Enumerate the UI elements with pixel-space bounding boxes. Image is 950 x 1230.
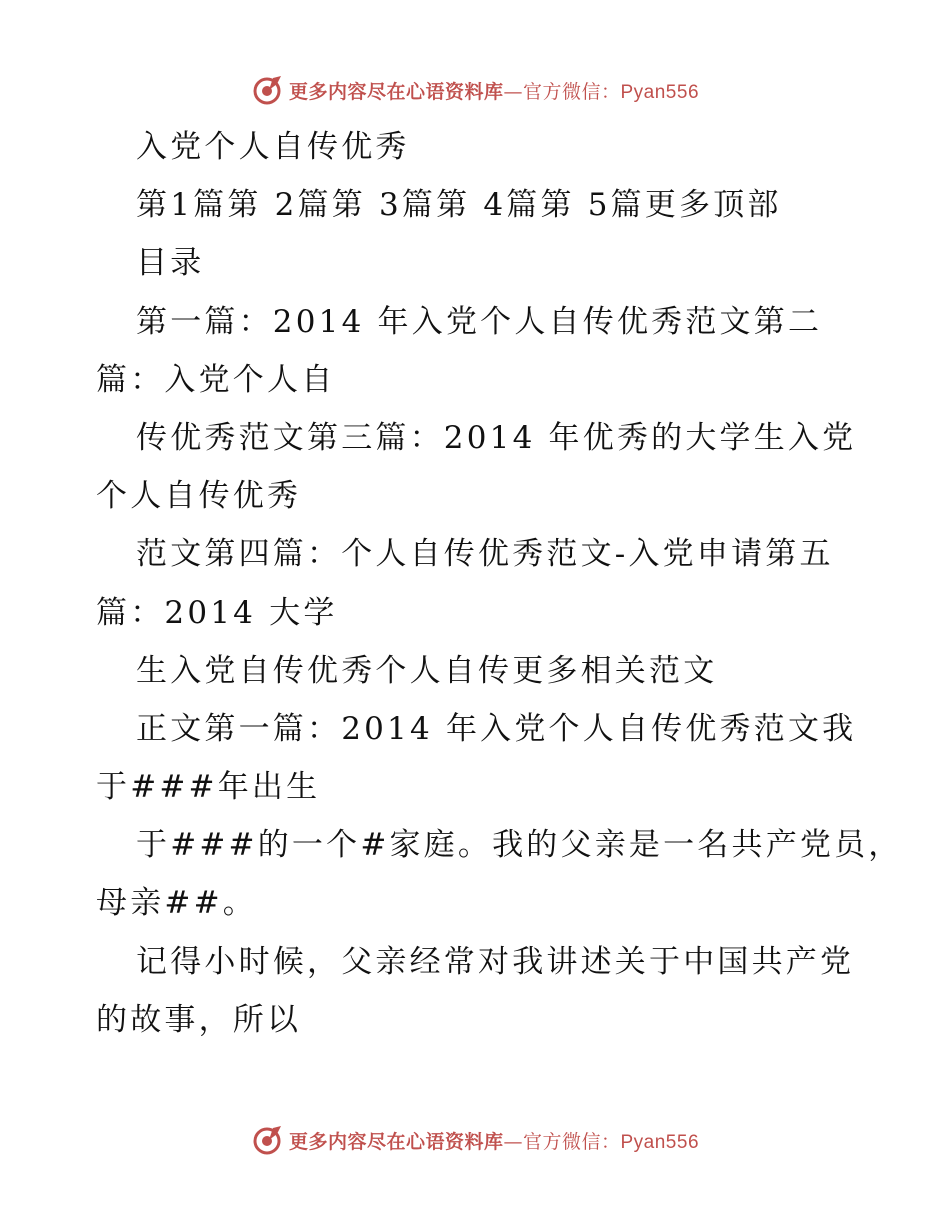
- footer-dash: —: [503, 1130, 523, 1153]
- quill-circle-logo-icon: [251, 1124, 283, 1156]
- doc-title: 入党个人自传优秀: [136, 129, 410, 165]
- toc-line: 第一篇：2014 年入党个人自传优秀范文第二: [136, 303, 823, 340]
- footer-site-text: 更多内容尽在心语资料库: [288, 1130, 504, 1153]
- toc-line: 个人自传优秀: [96, 478, 302, 515]
- toc-line: 生入党自传优秀个人自传更多相关范文: [136, 652, 718, 689]
- header-dash: —: [503, 80, 523, 103]
- toc-line: 篇：入党个人自: [96, 361, 336, 398]
- header-site-text: 更多内容尽在心语资料库: [288, 80, 504, 103]
- header-wechat-id: Pyan556: [620, 81, 700, 103]
- quill-circle-logo-icon: [251, 74, 283, 106]
- body-paragraph-line: 母亲##。: [96, 885, 257, 922]
- toc-line: 传优秀范文第三篇：2014 年优秀的大学生入党: [136, 419, 857, 456]
- toc-heading: 目录: [136, 245, 205, 282]
- footer-banner-text: [289, 1127, 699, 1154]
- footer-wechat-label: 官方微信：: [522, 1130, 621, 1153]
- footer-banner: [0, 1120, 950, 1160]
- header-banner-text: [289, 77, 699, 104]
- chapter-nav: 第1篇第 2篇第 3篇第 4篇第 5篇更多顶部: [136, 187, 782, 224]
- body-paragraph-line: 于###年出生: [96, 769, 321, 806]
- footer-banner-inner: [251, 1124, 699, 1156]
- header-banner-inner: [251, 74, 699, 106]
- footer-wechat-id: Pyan556: [620, 1131, 700, 1153]
- body-paragraph-line: 正文第一篇：2014 年入党个人自传优秀范文我: [136, 710, 857, 747]
- toc-line: 范文第四篇：个人自传优秀范文-入党申请第五: [136, 536, 834, 573]
- toc-line: 篇：2014 大学: [96, 594, 338, 631]
- header-banner: [0, 70, 950, 110]
- document-body: [96, 118, 903, 1049]
- body-paragraph-line: 的故事，所以: [96, 1001, 302, 1038]
- body-paragraph-line: 记得小时候，父亲经常对我讲述关于中国共产党: [136, 943, 855, 980]
- header-wechat-label: 官方微信：: [522, 80, 621, 103]
- body-paragraph-line: 于###的一个#家庭。我的父亲是一名共产党员，: [136, 827, 903, 864]
